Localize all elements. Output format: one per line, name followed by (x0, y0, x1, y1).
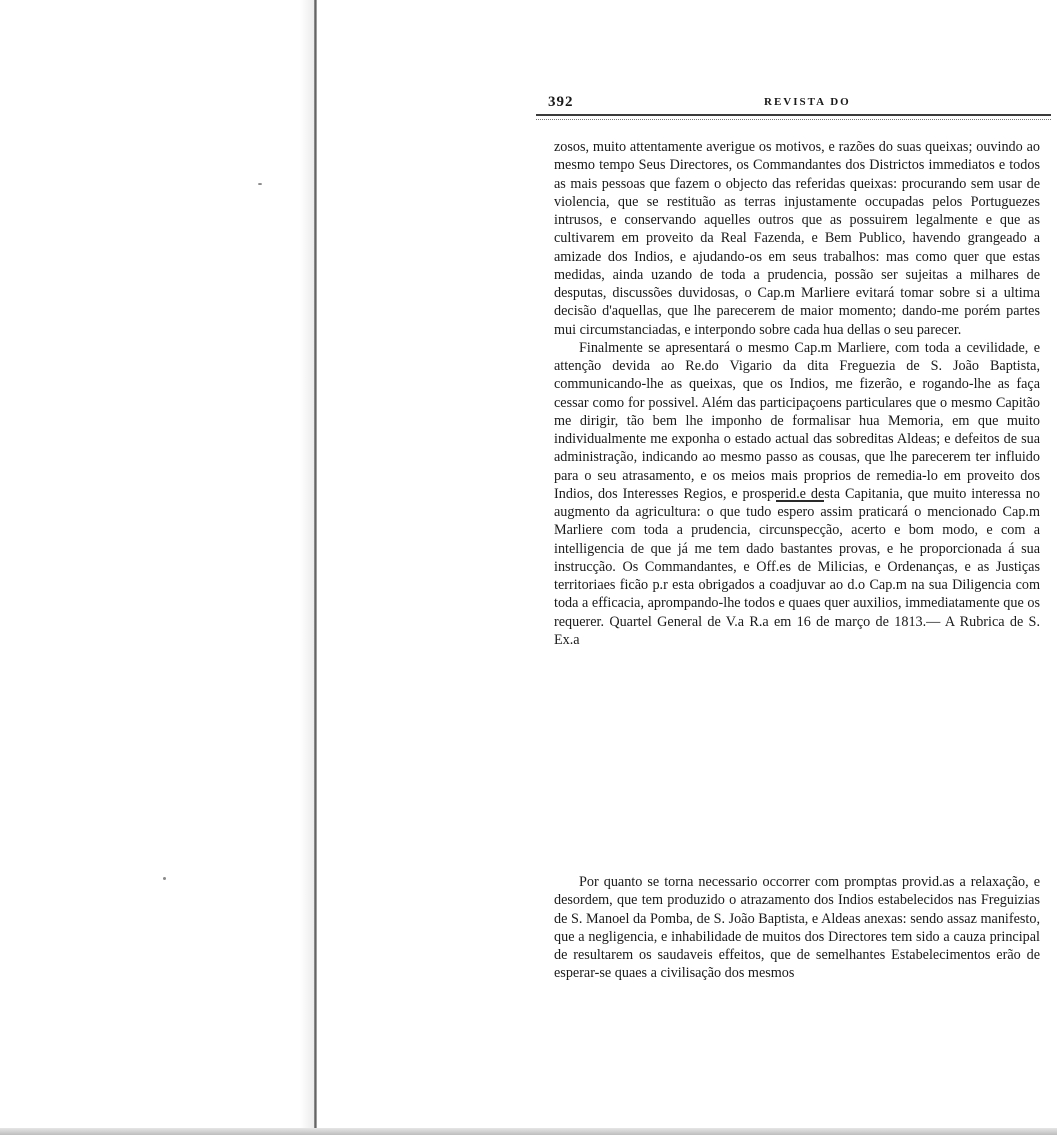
document-body (554, 138, 1040, 649)
header-rule (536, 119, 1051, 120)
scan-speck (163, 877, 166, 880)
page-number: 392 (548, 94, 574, 110)
book-gutter (314, 0, 317, 1135)
section-separator (776, 500, 824, 502)
book-page (536, 92, 1051, 982)
running-head (536, 92, 1051, 116)
paragraph-finalmente: Finalmente se apresentará o mesmo Cap.m Marliere, com toda a cevilidade, e attenção devida ao Re.do Vigario da dita Freguezia de S. João Baptista, communicando-lhe as queixas, que os Indios, me fizerão, e rogando-lhe as faça cessar como for possivel. Além das participaçoens particulares que o mesmo Capitão me dirigir, tão bem lhe imponho de formalisar hua Memoria, em que muito individualmente me exponha o estado actual das sobreditas Aldeas; e defeitos de sua administração, indicando ao mesmo passo as cousas, que lhe parecerem ter influido para o seu atrasamento, e os meios mais proprios de remedia-lo em proveito dos Indios, dos Interesses Regios, e prosperid.e desta Capitania, que muito interessa no augmento da agricultura: o que tudo espero assim praticará o mencionado Cap.m Marliere com toda a prudencia, circunspecção, acerto e bom modo, e com a intelligencia de que já me tem dado bastantes provas, e he proporcionada á sua instrucção. Os Commandantes, e Off.es de Milicias, e Ordenanças, e as Justiças territoriaes ficão p.r esta obrigados a coadjuvar ao d.o Cap.m na sua Diligencia com toda a efficacia, aprompando-lhe todos e quaes quer auxilios, immediatamente que os requerer. Quartel General de V.a R.a em 16 de março de 1813.— A Rubrica de S. Ex.a (554, 339, 1040, 648)
second-document-body (554, 873, 1040, 983)
gutter-shadow (300, 0, 314, 1135)
page-bottom-edge (0, 1128, 1057, 1135)
paragraph-por-quanto: Por quanto se torna necessario occorrer com promptas provid.as a relaxação, e desordem, que tem produzido o atrazamento dos Indios estabelecidos nas Freguizias de S. Manoel da Pomba, de S. João Baptista, e Aldeas anexas: sendo assaz manifesto, que a negligencia, e inhabilidade de muitos dos Directores tem sido a cauza principal de resultarem os saudaveis effeitos, que de semelhantes Estabelecimentos erão de esperar-se quaes a civilisação dos mesmos (554, 874, 1040, 982)
scan-speck (258, 183, 262, 185)
running-title: REVISTA DO (764, 96, 851, 108)
paragraph-continuation: zosos, muito attentamente averigue os motivos, e razões do suas queixas; ouvindo ao mesmo tempo Seus Directores, os Commandantes dos Districtos immediatos e todos as mais pessoas que fazem o objecto das referidas queixas: procurando sem usar de violencia, que se restituão as terras injustamente occupadas pelos Portuguezes intrusos, e conservando aquelles outros que as possuirem legalmente e que as cultivarem em proveito da Real Fazenda, e Bem Publico, havendo grangeado a amizade dos Indios, e ajudando-os em seus trabalhos: mas como quer que estas medidas, ainda uzando de toda a prudencia, possão ser sujeitas a milhares de desputas, discussões duvidosas, o Cap.m Marliere evitará tomar sobre si a ultima decisão d'aquellas, que lhe parecerem de maior momento; dando-me porém partes mui circumstanciadas, e interpondo sobre cada hua dellas o seu parecer. (554, 139, 1040, 338)
